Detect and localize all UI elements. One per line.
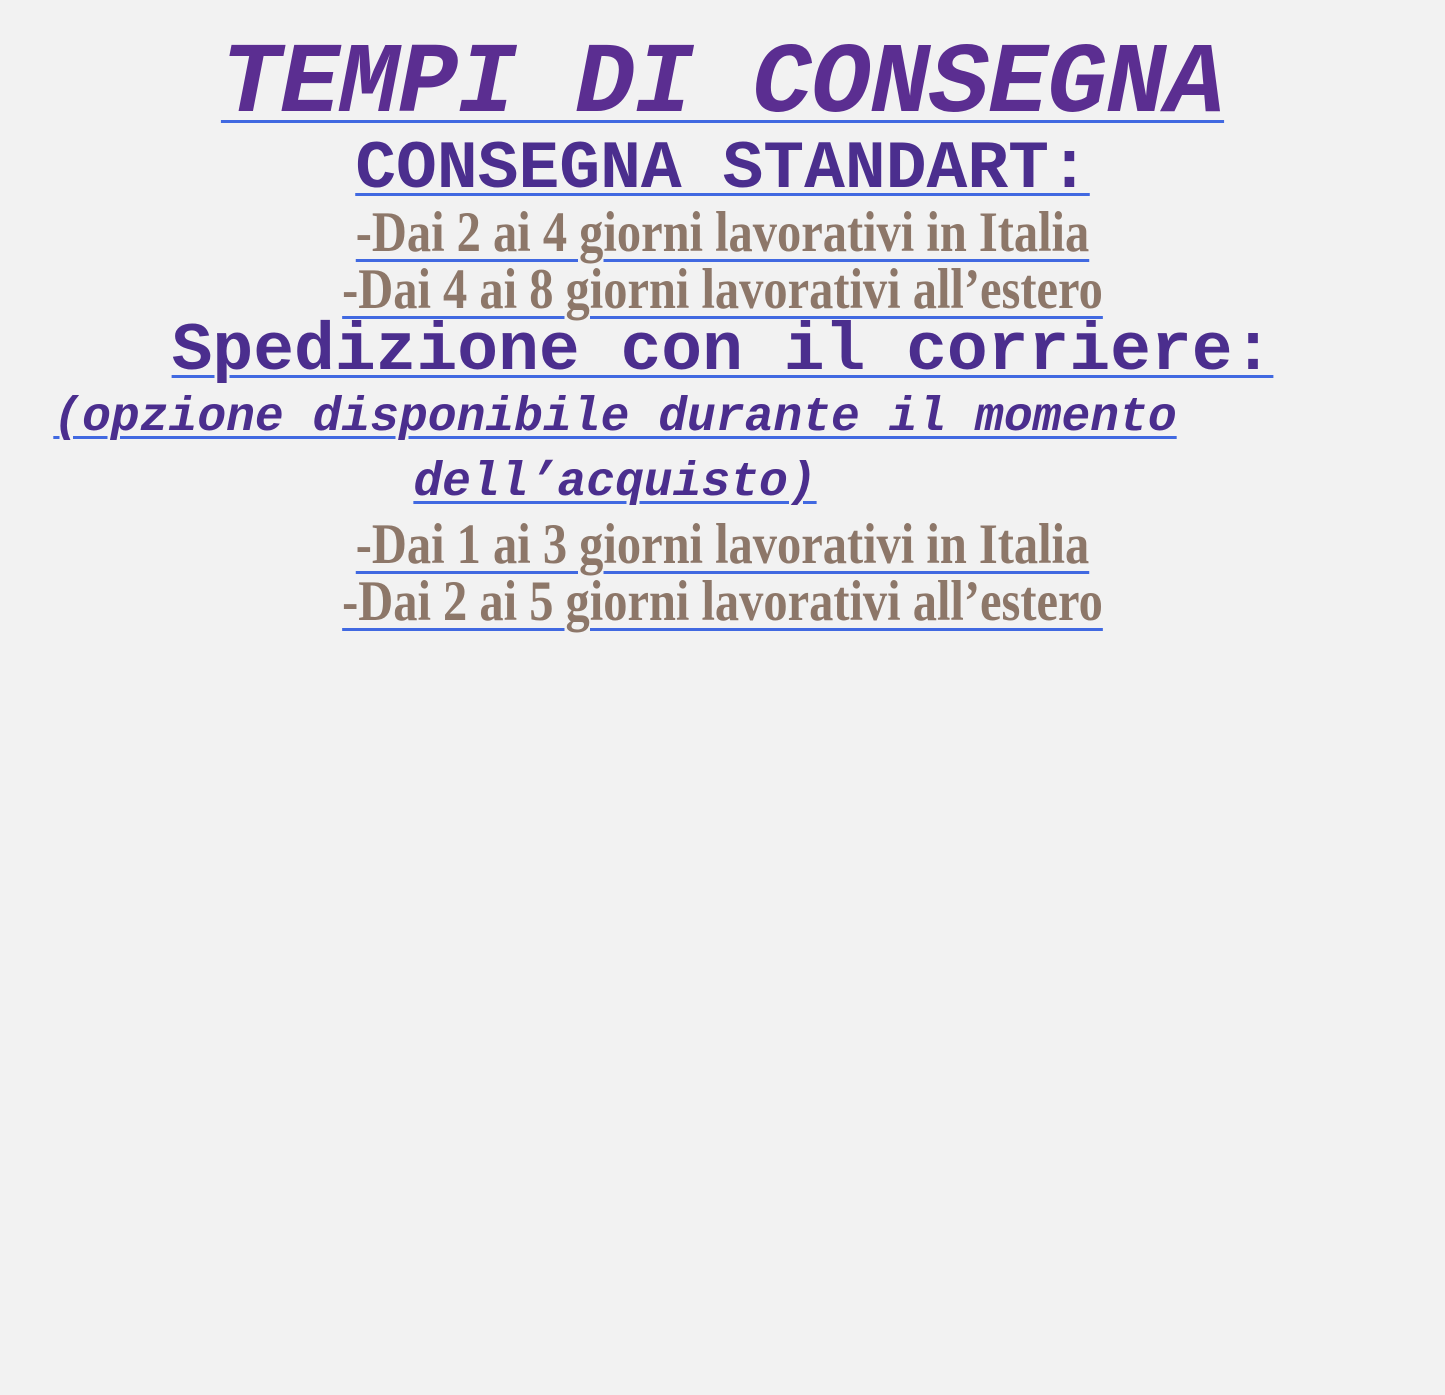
courier-delivery-italy-text: -Dai 1 ai 3 giorni lavorativi in Italia	[355, 513, 1090, 576]
courier-delivery-abroad-text: -Dai 2 ai 5 giorni lavorativi all’estero	[342, 570, 1103, 633]
standard-delivery-section	[0, 131, 1445, 321]
courier-shipping-note: (opzione disponibile durante il momento dell’acquisto)	[53, 391, 1177, 510]
courier-shipping-heading: Spedizione con il corriere:	[171, 313, 1274, 390]
standard-delivery-italy-text: -Dai 2 ai 4 giorni lavorativi in Italia	[355, 201, 1090, 264]
page-title: TEMPI DI CONSEGNA	[220, 29, 1225, 142]
courier-shipping-section	[0, 313, 1445, 633]
standard-delivery-heading: CONSEGNA STANDART:	[355, 131, 1090, 208]
standard-delivery-abroad-text: -Dai 4 ai 8 giorni lavorativi all’estero	[342, 258, 1103, 321]
